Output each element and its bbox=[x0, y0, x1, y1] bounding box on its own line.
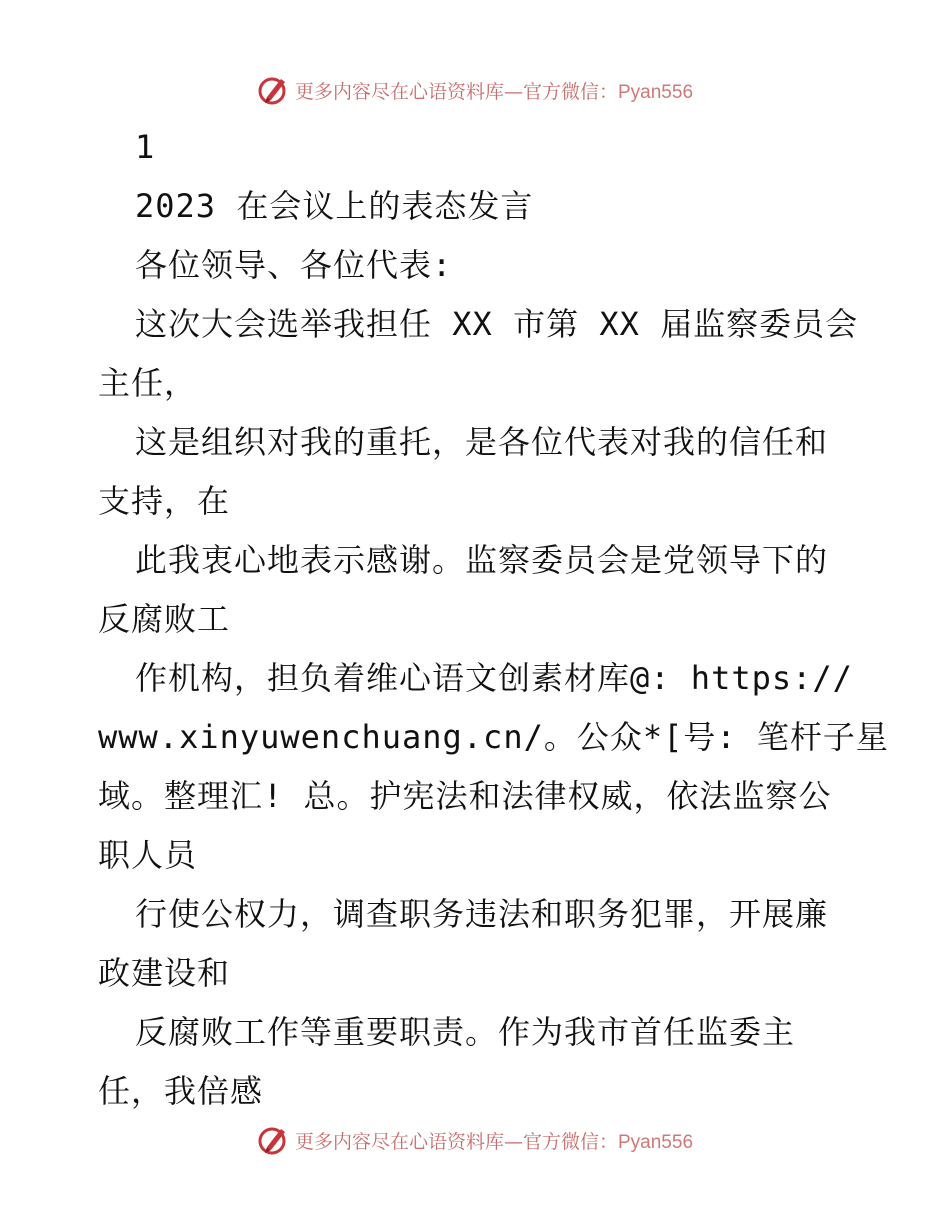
text-line: 此我衷心地表示感谢。监察委员会是党领导下的 bbox=[135, 541, 829, 579]
text-line: 域。整理汇! 总。护宪法和法律权威，依法监察公 bbox=[98, 777, 832, 815]
text-line: 1 bbox=[135, 128, 156, 166]
pen-logo-icon bbox=[257, 73, 291, 107]
text-line: 支持，在 bbox=[98, 482, 231, 520]
text-line: 职人员 bbox=[98, 836, 198, 874]
text-line: 这是组织对我的重托，是各位代表对我的信任和 bbox=[135, 423, 829, 461]
text-line: 这次大会选举我担任 XX 市第 XX 届监察委员会 bbox=[135, 305, 859, 343]
watermark-text: 更多内容尽在心语资料库—官方微信：Pyan556 bbox=[294, 80, 694, 103]
text-line: 作机构，担负着维心语文创素材库@: https:// bbox=[135, 659, 853, 697]
text-line: 反腐败工作等重要职责。作为我市首任监委主 bbox=[135, 1013, 796, 1051]
text-line: 主任， bbox=[98, 364, 198, 402]
text-line: www.xinyuwenchuang.cn/。公众*[号: 笔杆子星 bbox=[98, 718, 889, 756]
text-line: 政建设和 bbox=[98, 954, 231, 992]
pen-logo-icon bbox=[257, 1123, 291, 1157]
text-line: 2023 在会议上的表态发言 bbox=[135, 187, 534, 225]
text-line: 各位领导、各位代表: bbox=[135, 246, 453, 284]
watermark-text: 更多内容尽在心语资料库—官方微信：Pyan556 bbox=[294, 1130, 694, 1153]
footer-watermark bbox=[0, 1120, 950, 1160]
text-line: 反腐败工 bbox=[98, 600, 231, 638]
text-line: 行使公权力，调查职务违法和职务犯罪，开展廉 bbox=[135, 895, 829, 933]
header-watermark bbox=[0, 70, 950, 110]
document-body bbox=[98, 118, 889, 1121]
text-line: 任，我倍感 bbox=[98, 1072, 264, 1110]
